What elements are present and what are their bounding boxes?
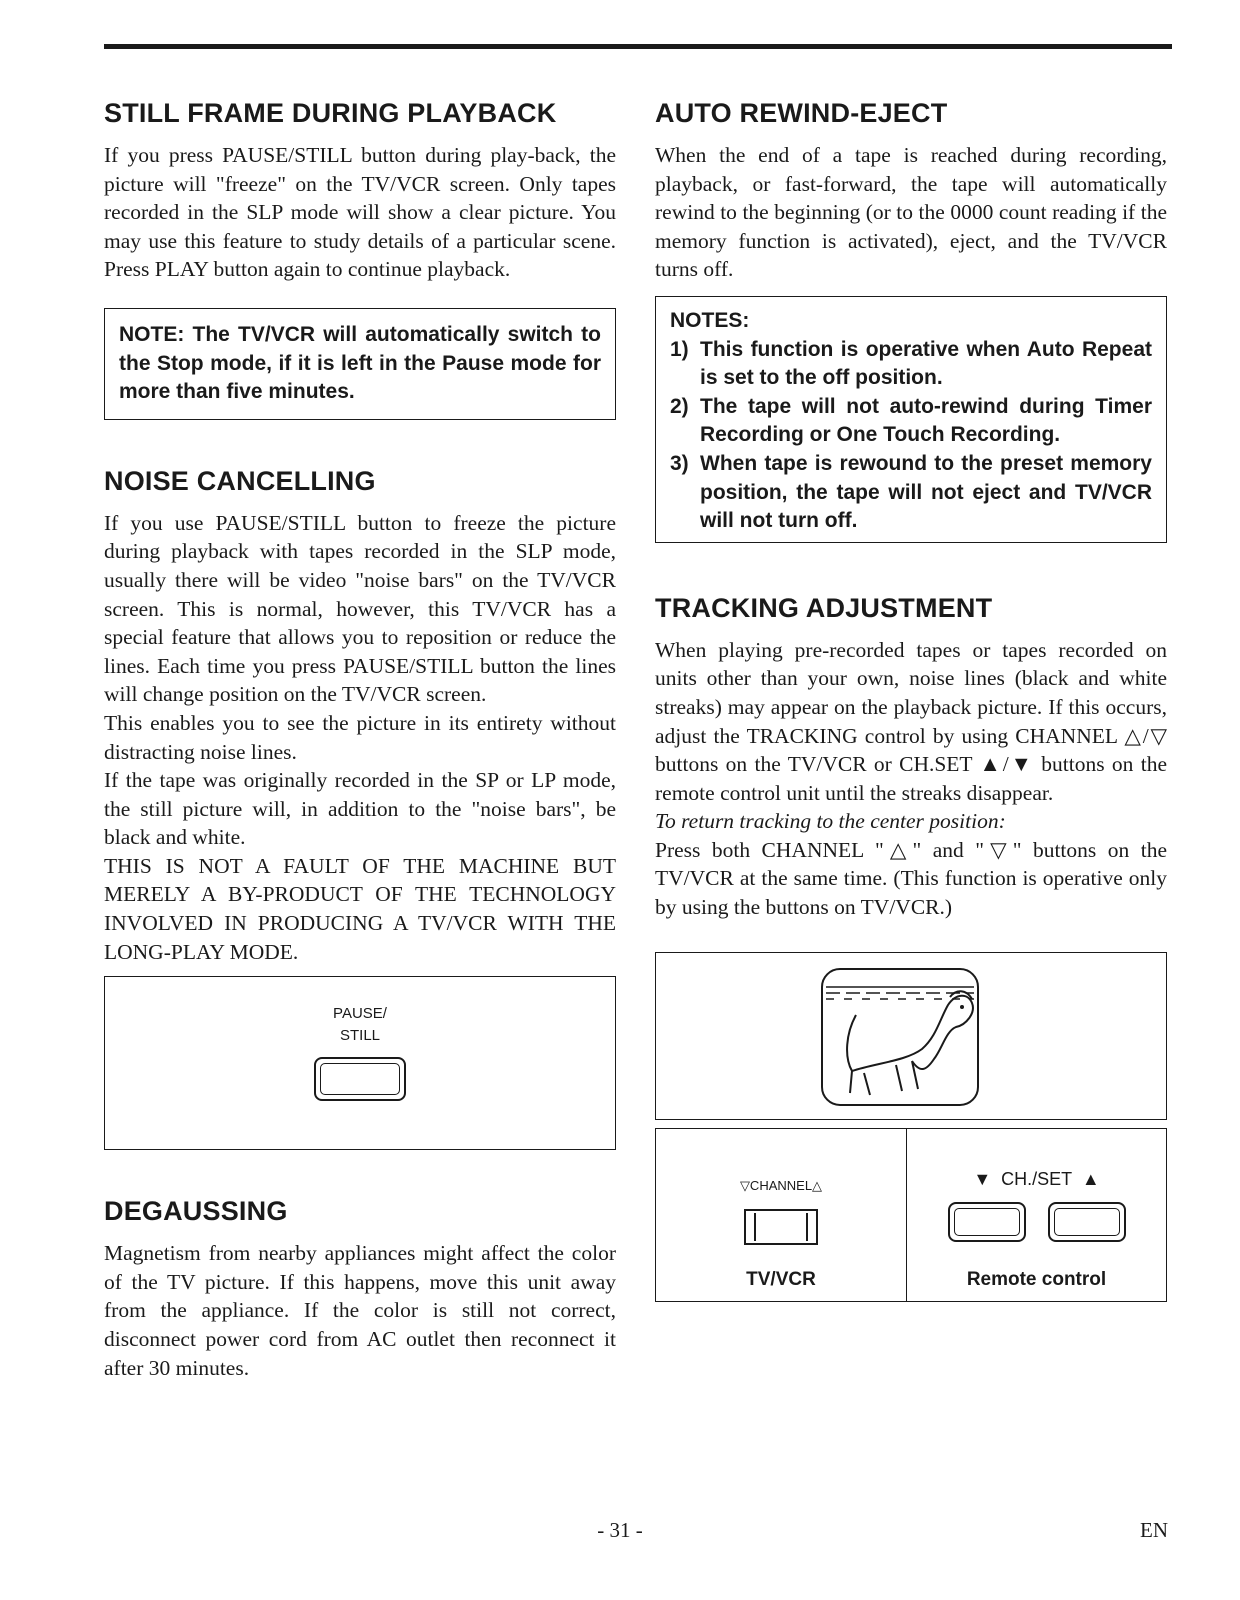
degaussing-section — [104, 1196, 616, 1382]
tvvcr-panel — [656, 1129, 907, 1301]
notes-list — [670, 336, 1152, 536]
noise-cancelling-para-3: If the tape was originally recorded in the SP or LP mode, the still picture will, in addition to the "noise bars", be black and white. — [104, 768, 616, 850]
pause-still-label-2: STILL — [339, 1027, 381, 1045]
tracking-body: When playing pre-recorded tapes or tapes recorded on units other than your own, noise lines (black and white streaks) may appear on the playback picture. If this occurs, adjust the TRACKING control by using CHANNEL △/▽ buttons on the TV/VCR or CH.SET ▲/▼ buttons on the remote control unit until the streaks disappear. — [655, 637, 1167, 805]
page-number: - 31 - — [597, 1518, 643, 1542]
pause-still-button-icon — [314, 1057, 406, 1101]
note-number: 1) — [670, 337, 689, 361]
left-column — [104, 98, 616, 1382]
still-frame-heading: STILL FRAME DURING PLAYBACK — [104, 98, 557, 128]
tracking-buttons-figure — [655, 1128, 1167, 1302]
remote-control-label: Remote control — [966, 1268, 1107, 1290]
note-item — [670, 450, 1152, 536]
remote-panel — [907, 1129, 1166, 1301]
language-code: EN — [1140, 1518, 1168, 1542]
degaussing-heading: DEGAUSSING — [104, 1196, 288, 1227]
notes-title: NOTES: — [670, 308, 750, 332]
note-number: 3) — [670, 451, 689, 475]
tracking-heading: TRACKING ADJUSTMENT — [655, 592, 993, 623]
channel-label: ▽CHANNEL△ — [739, 1177, 823, 1193]
auto-rewind-heading: AUTO REWIND-EJECT — [655, 98, 948, 128]
note-item — [670, 336, 1152, 393]
tv-screen-figure — [655, 952, 1167, 1120]
still-frame-body: If you press PAUSE/STILL button during play-back, the picture will "freeze" on the TV/VCR screen. Only tapes recorded in the SLP mode will show a clear picture. You may use this feature to study details of a particular scene. Press PLAY button again to continue playback. — [104, 143, 616, 282]
auto-rewind-section — [655, 98, 1167, 543]
still-frame-note: NOTE: The TV/VCR will automatically switch to the Stop mode, if it is left in the Pause mode for more than five minutes. — [104, 308, 616, 420]
auto-rewind-body: When the end of a tape is reached during recording, playback, or fast-forward, the tape will automatically rewind to the beginning (or to the 0000 count reading if the memory function is activated), eject, and the TV/VCR turns off. — [655, 143, 1167, 282]
note-text: The tape will not auto-rewind during Timer Recording or One Touch Recording. — [700, 394, 1152, 447]
degaussing-body: Magnetism from nearby appliances might affect the color of the TV picture. If this happens, move this unit away from the appliance. If the color is still not correct, disconnect power cord from AC outlet then reconnect it after 30 minutes. — [104, 1241, 616, 1380]
note-text: When tape is rewound to the preset memory position, the tape will not eject and TV/VCR will not turn off. — [700, 451, 1152, 533]
noise-cancelling-heading: NOISE CANCELLING — [104, 465, 376, 496]
pause-still-figure — [104, 976, 616, 1150]
channel-button-icon — [744, 1209, 818, 1245]
note-text: This function is operative when Auto Repeat is set to the off position. — [700, 337, 1152, 390]
tvvcr-label: TV/VCR — [746, 1268, 816, 1290]
dog-on-tv-icon — [656, 953, 1166, 1119]
auto-rewind-notes — [655, 296, 1167, 543]
chset-label: ▼ CH./SET ▲ — [973, 1168, 1100, 1189]
still-frame-section — [104, 98, 616, 420]
note-number: 2) — [670, 394, 689, 418]
tracking-body-2: Press both CHANNEL "△" and "▽" buttons on the TV/VCR at the same time. (This function is operative only by using the buttons on TV/VCR.) — [655, 837, 1167, 920]
pause-still-label-1: PAUSE/ — [333, 1005, 387, 1023]
noise-cancelling-para-4: THIS IS NOT A FAULT OF THE MACHINE BUT MERELY A BY-PRODUCT OF THE TECHNOLOGY INVOLVED IN PRODUCING A TV/VCR WITH THE LONG-PLAY MODE. — [104, 853, 616, 964]
chset-up-button-icon — [1048, 1202, 1126, 1242]
right-column — [655, 98, 1167, 1302]
top-rule — [104, 44, 1172, 49]
tracking-section — [655, 593, 1167, 1302]
noise-cancelling-para-2: This enables you to see the picture in its entirety without distracting noise lines. — [104, 710, 616, 764]
noise-cancelling-section — [104, 466, 616, 1151]
tracking-italic: To return tracking to the center position: — [655, 809, 1006, 834]
chset-down-button-icon — [948, 1202, 1026, 1242]
noise-cancelling-para-1: If you use PAUSE/STILL button to freeze the picture during playback with tapes recorded in the SLP mode, usually there will be video "noise bars" on the TV/VCR screen. This is normal, however, this TV/VCR has a special feature that allows you to reposition or reduce the lines. Each time you press PAUSE/STILL button the lines will change position on the TV/VCR screen. — [104, 510, 616, 707]
note-item — [670, 393, 1152, 450]
